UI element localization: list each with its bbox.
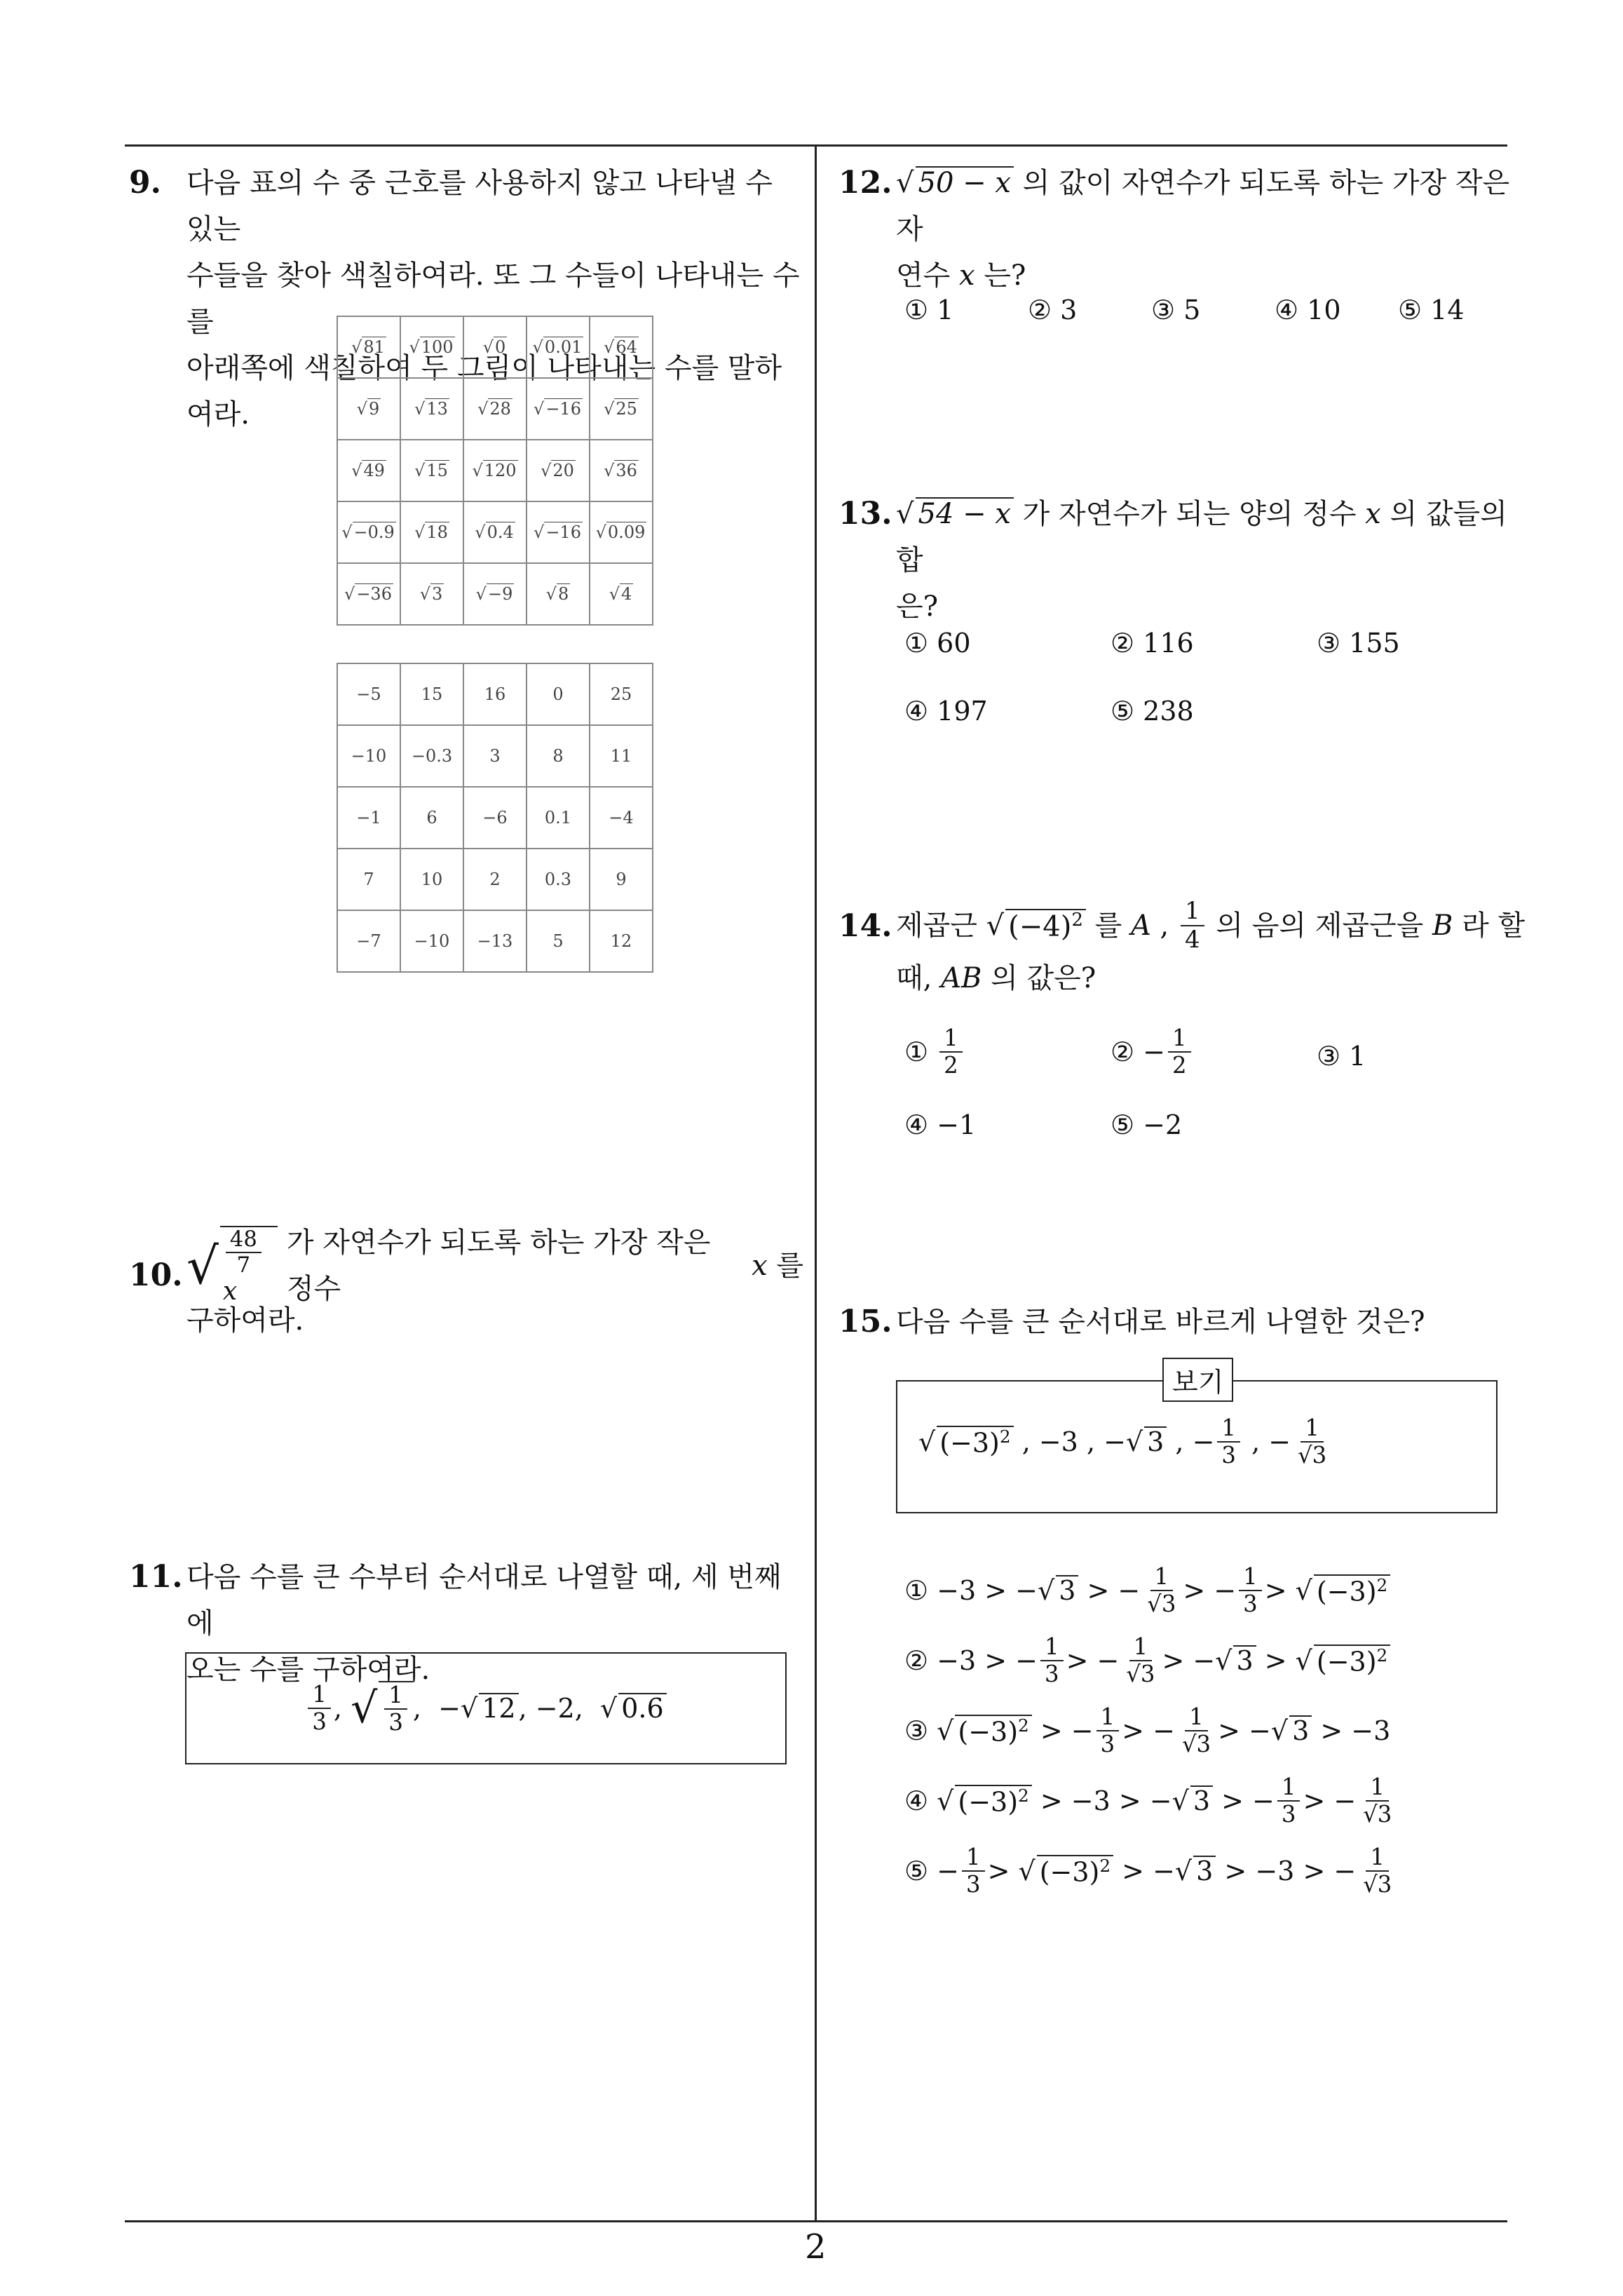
grid-cell[interactable]: √8 <box>527 563 590 625</box>
q15-option-4[interactable]: ④ √ $(-3)^2$ > −3 > −√ 3 > − $\frac{1}{3}$ > − $\frac{1}{√3}$ <box>904 1774 1392 1828</box>
question-number: 11. <box>129 1559 183 1595</box>
question-text: 가 자연수가 되는 양의 정수 <box>1022 498 1357 530</box>
grid-cell[interactable]: −10 <box>400 910 463 972</box>
question-10: 10. √ $\frac{48}{7}$ x 가 자연수가 되도록 하는 가장 작은 정수 x 를 구하여라. <box>129 1234 802 1346</box>
grid-cell[interactable]: 5 <box>527 910 590 972</box>
bogi-label: 보기 <box>1162 1358 1233 1402</box>
grid-cell[interactable]: √18 <box>400 501 463 563</box>
q12-option-4[interactable]: ④ 10 <box>1275 295 1341 325</box>
grid-cell[interactable]: −7 <box>337 910 400 972</box>
grid-cell[interactable]: 6 <box>400 787 463 849</box>
q13-option-4[interactable]: ④ 197 <box>904 696 988 727</box>
grid-row <box>337 849 653 910</box>
grid-cell[interactable]: 12 <box>590 910 653 972</box>
grid-cell[interactable]: √0.09 <box>590 501 653 563</box>
grid-cell[interactable]: √−0.9 <box>337 501 400 563</box>
question-12: 12. √ 50 − x 의 값이 자연수가 되도록 하는 가장 작은 자 연수 x 는? <box>838 160 1519 258</box>
grid-cell[interactable]: √3 <box>400 563 463 625</box>
question-number: 13. <box>838 496 892 532</box>
q15-option-5[interactable]: ⑤ − $\frac{1}{3}$ > √ $(-3)^2$ > −√ 3 > −3 > − $\frac{1}{√3}$ <box>904 1844 1392 1898</box>
grid-cell[interactable]: 7 <box>337 849 400 910</box>
grid-row <box>337 787 653 849</box>
q14-option-3[interactable]: ③ 1 <box>1317 1041 1366 1072</box>
question-number: 10. <box>129 1257 183 1293</box>
grid-cell[interactable]: √0.01 <box>527 316 590 378</box>
q13-option-1[interactable]: ① 60 <box>904 628 971 659</box>
grid-cell[interactable]: √100 <box>400 316 463 378</box>
question-text: 다음 표의 수 중 근호를 사용하지 않고 나타낼 수 있는 <box>186 167 773 245</box>
grid-cell[interactable]: 8 <box>527 725 590 787</box>
grid-row <box>337 501 653 563</box>
q12-option-5[interactable]: ⑤ 14 <box>1398 295 1465 325</box>
grid-cell[interactable]: √−16 <box>527 501 590 563</box>
question-text: 다음 수를 큰 순서대로 바르게 나열한 것은? <box>896 1306 1425 1338</box>
grid-cell[interactable]: −6 <box>463 787 527 849</box>
grid-cell[interactable]: 2 <box>463 849 527 910</box>
q13-option-3[interactable]: ③ 155 <box>1317 628 1400 659</box>
grid-cell[interactable]: √−16 <box>527 378 590 440</box>
q15-option-2[interactable]: ② −3 > − $\frac{1}{3}$ > − $\frac{1}{√3}$ > −√ 3 > √ $(-3)^2$ <box>904 1634 1390 1687</box>
q14-option-2[interactable]: ② − $\frac{1}{2}$ <box>1111 1025 1194 1079</box>
question-text: 수들을 찾아 색칠하여라. 또 그 수들이 나타내는 수를 <box>186 259 800 338</box>
question-text: 아래쪽에 색칠하여 두 그림이 나타내는 수를 말하여라. <box>186 352 782 431</box>
grid-cell[interactable]: √64 <box>590 316 653 378</box>
grid-row <box>337 440 653 501</box>
question-number: 15. <box>838 1304 892 1339</box>
bottom-rule <box>125 2220 1507 2222</box>
grid-cell[interactable]: −0.3 <box>400 725 463 787</box>
grid-cell[interactable]: √81 <box>337 316 400 378</box>
grid-cell[interactable]: √25 <box>590 378 653 440</box>
grid-cell[interactable]: 0.3 <box>527 849 590 910</box>
q15-option-3[interactable]: ③ √ $(-3)^2$ > − $\frac{1}{3}$ > − $\frac{1}{√3}$ > −√ 3 > −3 <box>904 1703 1391 1758</box>
question-text: 다음 수를 큰 수부터 순서대로 나열할 때, 세 번째에 <box>186 1561 782 1640</box>
radical-grid <box>337 316 653 626</box>
grid-cell[interactable]: 0 <box>527 663 590 725</box>
grid-row <box>337 316 653 378</box>
grid-cell[interactable]: −10 <box>337 725 400 787</box>
grid-cell[interactable]: 0.1 <box>527 787 590 849</box>
grid-row <box>337 378 653 440</box>
grid-cell[interactable]: −13 <box>463 910 527 972</box>
grid-cell[interactable]: √0.4 <box>463 501 527 563</box>
grid-cell[interactable]: √4 <box>590 563 653 625</box>
question-11 <box>129 1554 802 1686</box>
question-text: 오는 수를 구하여라. <box>186 1654 430 1686</box>
grid-cell[interactable]: −4 <box>590 787 653 849</box>
grid-cell[interactable]: 16 <box>463 663 527 725</box>
grid-cell[interactable]: 25 <box>590 663 653 725</box>
grid-cell[interactable]: 3 <box>463 725 527 787</box>
grid-cell[interactable]: −5 <box>337 663 400 725</box>
q12-option-3[interactable]: ③ 5 <box>1151 295 1201 325</box>
number-grid <box>337 663 653 973</box>
column-divider <box>815 144 817 2222</box>
question-number: 14. <box>838 908 892 944</box>
question-text: 구하여라. <box>186 1304 304 1337</box>
q13-option-2[interactable]: ② 116 <box>1111 628 1194 659</box>
grid-cell[interactable]: √36 <box>590 440 653 501</box>
q13-option-5[interactable]: ⑤ 238 <box>1111 696 1194 727</box>
grid-cell[interactable]: √15 <box>400 440 463 501</box>
grid-cell[interactable]: 11 <box>590 725 653 787</box>
grid-cell[interactable]: √−36 <box>337 563 400 625</box>
question-13: 13. √ 54 − x 가 자연수가 되는 양의 정수 x 의 값들의 합 은? <box>838 491 1519 589</box>
question-15 <box>838 1299 1519 1348</box>
question-number: 9. <box>129 165 161 201</box>
grid-row <box>337 725 653 787</box>
grid-cell[interactable]: √9 <box>337 378 400 440</box>
bogi-expression: √ $(-3)^2$ , −3 , −√ 3 , − $\frac{1}{3}$ , − $\frac{1}{√3}$ <box>918 1414 1327 1469</box>
q12-option-1[interactable]: ① 1 <box>904 295 954 325</box>
grid-row <box>337 563 653 625</box>
question-text: 가 자연수가 되도록 하는 가장 작은 정수 <box>286 1227 711 1305</box>
grid-cell[interactable]: √13 <box>400 378 463 440</box>
grid-cell[interactable]: √20 <box>527 440 590 501</box>
page-number: 2 <box>805 2227 827 2267</box>
grid-cell[interactable]: 15 <box>400 663 463 725</box>
question-14: 14. 제곱근 √ $(-4)^2$ 를 A , $\frac{1}{4}$ 의 음의 제곱근을 B 라 할 때, AB 의 값은? <box>838 896 1526 994</box>
grid-cell[interactable]: 10 <box>400 849 463 910</box>
q15-option-1[interactable]: ① −3 > −√ 3 > − $\frac{1}{√3}$ > − $\frac{1}{3}$ > √ $(-3)^2$ <box>904 1564 1390 1617</box>
grid-cell[interactable]: √0 <box>463 316 527 378</box>
q14-option-4[interactable]: ④ −1 <box>904 1109 977 1140</box>
sqrt-expression: $\frac{48}{7}$ x <box>220 1226 278 1306</box>
grid-cell[interactable]: √120 <box>463 440 527 501</box>
q11-box: $\frac{1}{3}$ , √ $\frac{1}{3}$ , −√ 12 , −2, √ 0.6 <box>185 1652 787 1764</box>
grid-row <box>337 910 653 972</box>
grid-row <box>337 663 653 725</box>
q12-option-2[interactable]: ② 3 <box>1028 295 1078 325</box>
grid-cell[interactable]: −1 <box>337 787 400 849</box>
grid-cell[interactable]: √28 <box>463 378 527 440</box>
q14-option-5[interactable]: ⑤ −2 <box>1111 1109 1183 1140</box>
grid-cell[interactable]: √−9 <box>463 563 527 625</box>
q14-option-1[interactable]: ① $\frac{1}{2}$ <box>904 1025 965 1079</box>
grid-cell[interactable]: √49 <box>337 440 400 501</box>
question-text: 의 값이 자연수가 되도록 하는 가장 작은 자 <box>896 167 1510 245</box>
question-number: 12. <box>838 165 892 201</box>
grid-cell[interactable]: 9 <box>590 849 653 910</box>
